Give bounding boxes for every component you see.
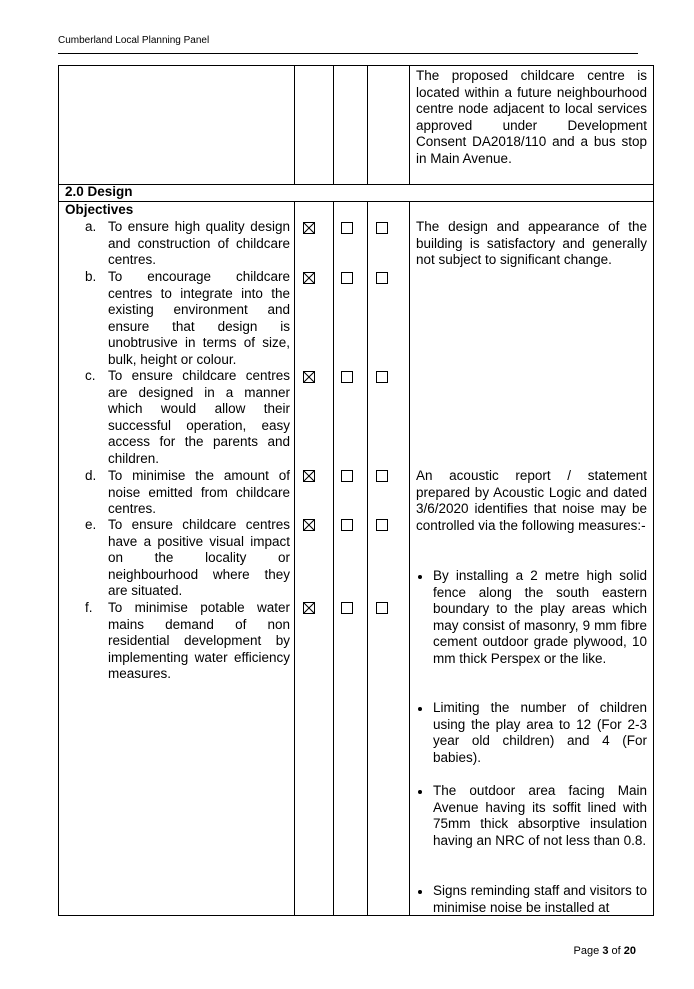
col-divider-4b (409, 201, 410, 915)
objective-letter: b. (85, 269, 97, 284)
objective-item (65, 468, 290, 518)
measure-text: Signs reminding staff and visitors to minimise noise be installed at (433, 883, 647, 915)
intro-comment: The proposed childcare centre is located within a future neighbourhood centre node adjacent to local services approved under Development Consent DA2018/110 and a bus stop in Main Avenue. (416, 68, 647, 166)
row-divider-2 (59, 201, 653, 202)
compliance-table (58, 65, 654, 916)
measure-text: The outdoor area facing Main Avenue having its soffit lined with 75mm thick absorptive insulation having an NRC of not less than 0.8. (433, 783, 647, 848)
objective-text: To ensure childcare centres have a positive visual impact on the locality or neighbourhood where they are situated. (108, 517, 290, 599)
objective-letter: e. (85, 517, 97, 532)
objective-letter: f. (85, 600, 93, 615)
total-pages: 20 (623, 945, 636, 957)
col-divider-4 (409, 66, 410, 184)
unchecked-box[interactable] (376, 371, 388, 383)
page-number: 3 (602, 945, 609, 957)
checked-box[interactable] (303, 519, 315, 531)
objective-text: To encourage childcare centres to integrate into the existing environment and ensure that design is unobtrusive in terms of size, bulk, height or colour. (108, 269, 290, 367)
objective-item (65, 368, 290, 468)
of-label: of (611, 945, 621, 957)
col-divider-1 (294, 66, 295, 184)
objective-item (65, 269, 290, 369)
checked-box[interactable] (303, 272, 315, 284)
objective-item (65, 600, 290, 683)
objective-letter: c. (85, 368, 96, 383)
objective-text: To ensure high quality design and construction of childcare centres. (108, 219, 290, 268)
col-divider-1b (294, 201, 295, 915)
unchecked-box[interactable] (376, 519, 388, 531)
section-title: 2.0 Design (65, 184, 133, 199)
objectives-title: Objectives (65, 202, 134, 217)
unchecked-box[interactable] (341, 602, 353, 614)
measure-text: By installing a 2 metre high solid fence along the south eastern boundary to the play areas which may consist of masonry, 9 mm fibre cement outdoor grade plywood, 10 mm thick Perspex or the like. (433, 568, 647, 666)
objective-letter: d. (85, 468, 97, 483)
checked-box[interactable] (303, 602, 315, 614)
checked-box[interactable] (303, 371, 315, 383)
col-divider-2b (333, 201, 334, 915)
bullet-icon (418, 575, 422, 579)
page-footer (574, 945, 636, 957)
measure-text: Limiting the number of children using the play area to 12 (For 2-3 year old children) and 4 (For babies). (433, 700, 647, 765)
measure-item (416, 883, 647, 916)
objective-text: To minimise the amount of noise emitted from childcare centres. (108, 468, 290, 517)
unchecked-box[interactable] (376, 272, 388, 284)
checked-box[interactable] (303, 470, 315, 482)
objective-text: To ensure childcare centres are designed in a manner which would allow their successful operation, easy access for the parents and children. (108, 368, 290, 466)
running-header: Cumberland Local Planning Panel (58, 35, 210, 46)
bullet-icon (418, 790, 422, 794)
unchecked-box[interactable] (376, 470, 388, 482)
unchecked-box[interactable] (341, 519, 353, 531)
unchecked-box[interactable] (341, 371, 353, 383)
unchecked-box[interactable] (376, 602, 388, 614)
unchecked-box[interactable] (341, 222, 353, 234)
objective-item (65, 517, 290, 600)
measure-item (416, 700, 647, 766)
checked-box[interactable] (303, 222, 315, 234)
bullet-icon (418, 890, 422, 894)
unchecked-box[interactable] (341, 470, 353, 482)
col-divider-3 (367, 66, 368, 184)
design-comment: The design and appearance of the building is satisfactory and generally not subject to significant change. (416, 219, 647, 268)
unchecked-box[interactable] (376, 222, 388, 234)
objective-text: To minimise potable water mains demand of non residential development by implementing water efficiency measures. (108, 600, 290, 682)
objective-item (65, 219, 290, 269)
header-rule (58, 53, 638, 54)
page-label: Page (573, 945, 600, 957)
measure-item (416, 568, 647, 668)
row-divider-1 (59, 184, 653, 185)
bullet-icon (418, 707, 422, 711)
unchecked-box[interactable] (341, 272, 353, 284)
acoustic-comment: An acoustic report / statement prepared by Acoustic Logic and dated 3/6/2020 identifies that noise may be controlled via the following measures:- (416, 468, 647, 533)
col-divider-3b (367, 201, 368, 915)
objective-letter: a. (85, 219, 97, 234)
measure-item (416, 783, 647, 849)
col-divider-2 (333, 66, 334, 184)
